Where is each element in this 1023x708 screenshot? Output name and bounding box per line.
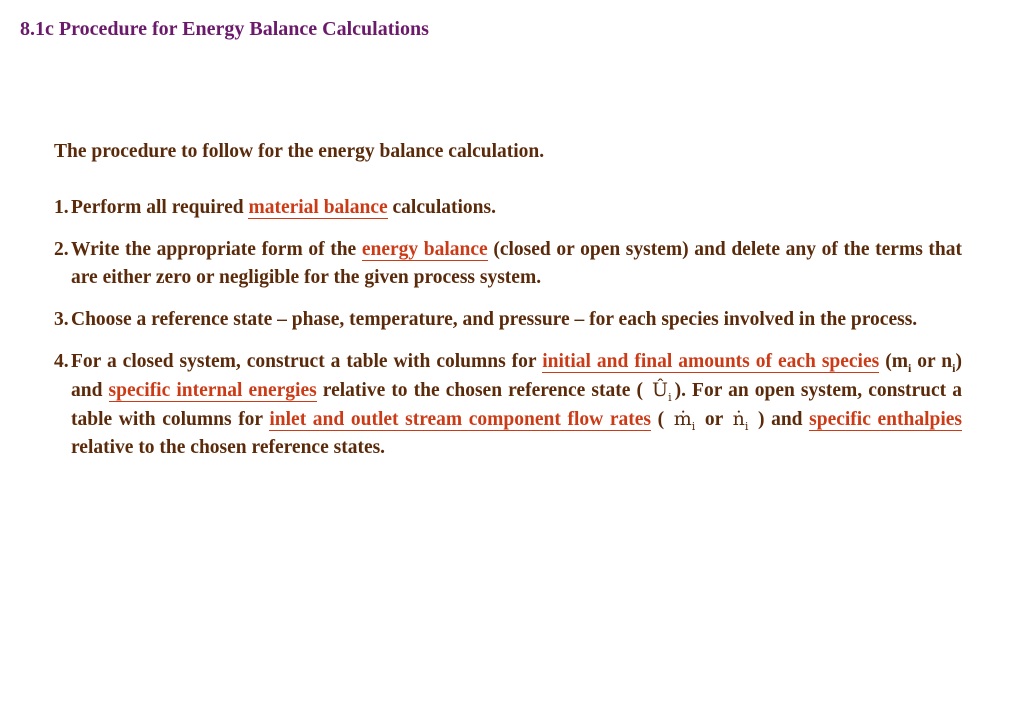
step-2: [54, 236, 962, 292]
step-number: 2.: [54, 239, 69, 260]
term-specific-internal-energies-link[interactable]: specific internal energies: [108, 380, 317, 401]
step-text: ) and: [751, 409, 810, 430]
m-dot-subscript: i: [691, 419, 696, 433]
content-area: [54, 138, 962, 476]
step-text: (closed or open system) and delete any of the terms that are either zero or negligible for the given process system.: [71, 239, 962, 288]
step-text: For a closed system, construct a table with columns for: [71, 351, 543, 372]
n-dot-subscript: i: [744, 419, 749, 433]
step-number: 1.: [54, 197, 69, 218]
procedure-list: [54, 194, 962, 462]
term-initial-final-amounts-link[interactable]: initial and final amounts of each species: [542, 351, 880, 372]
step-4: [54, 348, 962, 462]
step-text: or n: [911, 351, 953, 372]
term-energy-balance-link[interactable]: energy balance: [361, 239, 488, 260]
u-hat-symbol: [649, 376, 675, 404]
n-dot-symbol: [730, 405, 752, 433]
step-text: Perform all required: [71, 197, 249, 218]
step-text: (m: [879, 351, 908, 372]
step-text: ) and: [71, 351, 962, 401]
subscript-i: i: [952, 360, 956, 375]
step-text: ). For an open system, construct a table with columns for: [71, 380, 962, 430]
intro-text: The procedure to follow for the energy balance calculation.: [54, 141, 545, 162]
u-hat-glyph: Û: [652, 379, 669, 401]
step-text: calculations.: [387, 197, 496, 218]
step-text: Choose a reference state – phase, temperature, and pressure – for each species involved in the process.: [71, 309, 918, 330]
step-number: 3.: [54, 309, 69, 330]
step-text: relative to the chosen reference states.: [71, 437, 386, 458]
u-hat-subscript: i: [668, 390, 672, 404]
step-1: [54, 194, 962, 222]
slide-title: 8.1c Procedure for Energy Balance Calculations: [20, 18, 429, 40]
subscript-i: i: [907, 360, 912, 375]
step-text: (: [650, 409, 671, 430]
term-material-balance-link[interactable]: material balance: [248, 197, 388, 218]
step-text: or: [698, 409, 730, 430]
n-dot-glyph: ṅ: [732, 408, 745, 430]
m-dot-glyph: ṁ: [673, 408, 692, 430]
step-text: Write the appropriate form of the: [71, 239, 362, 260]
term-specific-enthalpies-link[interactable]: specific enthalpies: [809, 409, 962, 430]
step-text: relative to the chosen reference state (: [316, 380, 650, 401]
m-dot-symbol: [671, 405, 699, 433]
step-number: 4.: [54, 351, 69, 372]
term-inlet-outlet-flow-rates-link[interactable]: inlet and outlet stream component flow rates: [269, 409, 651, 430]
step-3: [54, 306, 962, 334]
